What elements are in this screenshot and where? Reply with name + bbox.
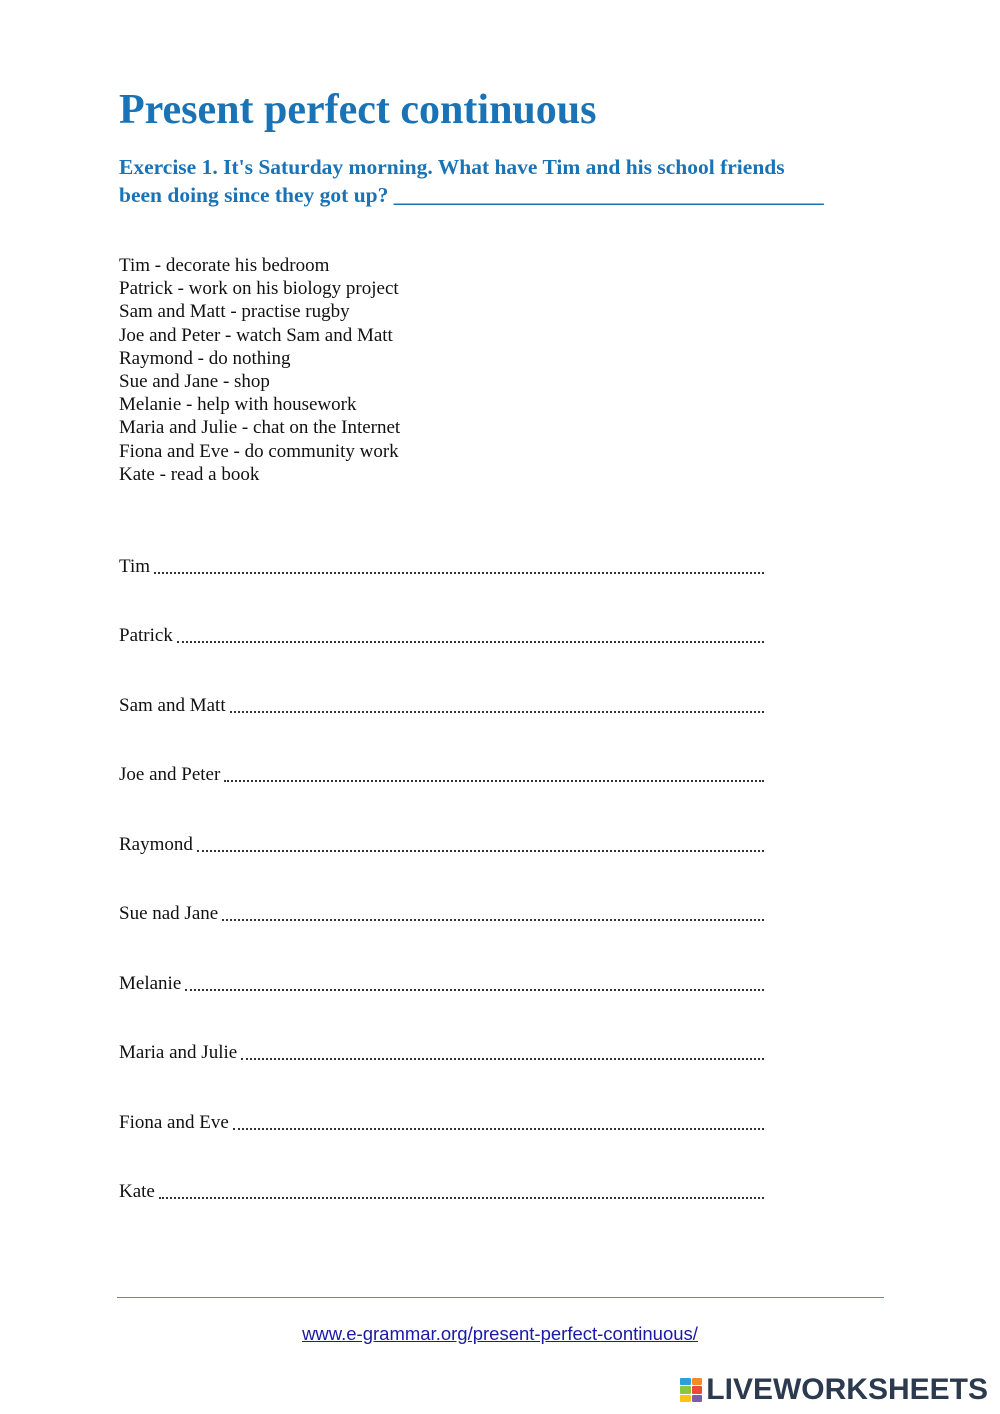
logo-cell — [680, 1395, 691, 1402]
answer-subject: Melanie — [119, 973, 182, 994]
prompt-item: Melanie - help with housework — [119, 394, 357, 416]
prompt-item: Joe and Peter - watch Sam and Matt — [119, 324, 393, 346]
answer-line — [119, 624, 764, 648]
prompt-item: Patrick - work on his biology project — [119, 278, 399, 300]
logo-cell — [680, 1378, 691, 1385]
answer-subject: Sam and Matt — [119, 695, 226, 716]
answer-subject: Kate — [119, 1181, 155, 1202]
prompt-item: Sam and Matt - practise rugby — [119, 301, 350, 323]
footer-link[interactable]: www.e-grammar.org/present-perfect-continuous/ — [302, 1323, 698, 1344]
answer-blank[interactable] — [233, 1128, 764, 1130]
answer-blank[interactable] — [222, 919, 764, 921]
answer-blank[interactable] — [197, 850, 764, 852]
brand-name: LIVEWORKSHEETS — [706, 1373, 988, 1406]
answer-blank[interactable] — [177, 641, 764, 643]
exercise-instructions-line2: been doing since they got up? ________________________________________ — [119, 183, 824, 207]
page-title: Present perfect continuous — [119, 87, 597, 133]
answer-subject: Maria and Julie — [119, 1042, 238, 1063]
answer-line — [119, 902, 764, 926]
answer-subject: Patrick — [119, 625, 173, 646]
logo-cell — [692, 1378, 703, 1385]
answer-line — [119, 763, 764, 787]
logo-cell — [692, 1395, 703, 1402]
answer-line — [119, 1180, 764, 1204]
exercise-instructions-line1: Exercise 1. It's Saturday morning. What have Tim and his school friends — [119, 155, 785, 179]
answer-line — [119, 1041, 764, 1065]
brand[interactable] — [680, 1373, 988, 1407]
answer-subject: Joe and Peter — [119, 764, 221, 785]
answer-subject: Sue nad Jane — [119, 903, 219, 924]
answer-blank[interactable] — [230, 711, 764, 713]
answer-line — [119, 1111, 764, 1135]
logo-cell — [680, 1386, 691, 1393]
prompt-item: Raymond - do nothing — [119, 347, 291, 369]
prompt-item: Kate - read a book — [119, 463, 260, 485]
answer-line — [119, 694, 764, 718]
prompt-item: Fiona and Eve - do community work — [119, 440, 399, 462]
prompt-item: Tim - decorate his bedroom — [119, 255, 330, 276]
prompt-list — [119, 254, 400, 486]
answer-blank[interactable] — [159, 1197, 764, 1199]
footer-divider — [117, 1297, 884, 1298]
answer-line — [119, 555, 764, 579]
answer-subject: Fiona and Eve — [119, 1112, 229, 1133]
prompt-item: Sue and Jane - shop — [119, 371, 270, 393]
answer-line — [119, 833, 764, 857]
answer-subject: Tim — [119, 556, 150, 577]
liveworksheets-logo-icon — [680, 1378, 702, 1402]
exercise-instructions — [119, 153, 889, 209]
answer-subject: Raymond — [119, 834, 193, 855]
answer-blank[interactable] — [224, 780, 764, 782]
answer-blank[interactable] — [241, 1058, 764, 1060]
answer-line — [119, 972, 764, 996]
logo-cell — [692, 1386, 703, 1393]
prompt-item: Maria and Julie - chat on the Internet — [119, 417, 401, 439]
answer-blank[interactable] — [154, 572, 764, 574]
answer-blank[interactable] — [185, 989, 764, 991]
